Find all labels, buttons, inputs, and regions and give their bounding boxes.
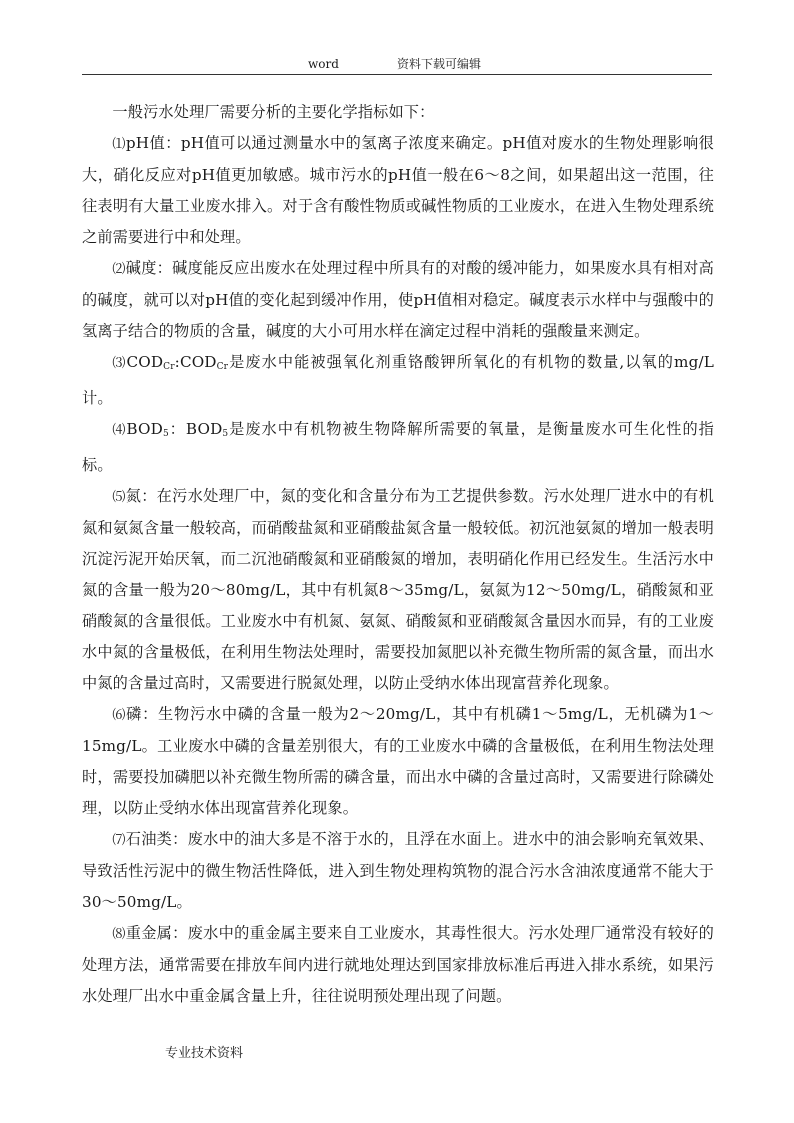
intro-paragraph: 一般污水处理厂需要分析的主要化学指标如下： xyxy=(112,103,435,121)
cod-mid: :COD xyxy=(174,353,217,371)
cod-subscript: Cr xyxy=(163,362,175,372)
bod-mid: ：BOD xyxy=(168,420,223,438)
paragraph-bod xyxy=(82,414,714,481)
bod-subscript-2: 5 xyxy=(222,429,229,439)
paragraph-text: 碱度：碱度能反应出废水在处理过程中所具有的对酸的缓冲能力，如果废水具有相对高的碱度，就可以对pH值的变化起到缓冲作用，使pH值相对稳定。碱度表示水样中与强酸中的氢离子结合的物质的含量，碱度的大小可用水样在滴定过程中消耗的强酸量来测定。 xyxy=(82,259,715,340)
bod-prefix: BOD xyxy=(126,420,163,438)
paragraph-text: 磷：生物污水中磷的含量一般为2～20mg/L，其中有机磷1～5mg/L，无机磷为1～15mg/L。工业废水中磷的含量差别很大，有的工业废水中磷的含量极低，在利用生物法处理时，需要投加磷肥以补充微生物所需的磷含量，而出水中磷的含量过高时，又需要进行除磷处理，以防止受纳水体出现富营养化现象。 xyxy=(82,705,714,817)
page-header xyxy=(82,54,712,75)
paragraph-alkalinity xyxy=(82,253,714,347)
item-marker: ⑸ xyxy=(112,490,126,505)
header-editable-label: 资料下载可编辑 xyxy=(397,57,482,71)
item-marker: ⑶ xyxy=(112,356,127,371)
cod-prefix: COD xyxy=(126,353,164,371)
paragraph-text: 重金属：废水中的重金属主要来自工业废水，其毒性很大。污水处理厂通常没有较好的处理方法，通常需要在排放车间内进行就地处理达到国家排放标准后再进入排水系统，如果污水处理厂出水中重金属含量上升，往往说明预处理出现了问题。 xyxy=(82,924,715,1005)
page-footer: 专业技术资料 xyxy=(165,1046,244,1061)
paragraph-phosphorus xyxy=(82,699,714,824)
item-marker: ⑹ xyxy=(112,708,127,723)
paragraph-text: 石油类：废水中的油大多是不溶于水的，且浮在水面上。进水中的油会影响充氧效果、导致活性污泥中的微生物活性降低，进入到生物处理构筑物的混合污水含油浓度通常不能大于30～50mg/L。 xyxy=(82,830,715,911)
paragraph-oil xyxy=(82,824,714,918)
paragraph-text: pH值：pH值可以通过测量水中的氢离子浓度来确定。pH值对废水的生物处理影响很大，硝化反应对pH值更加敏感。城市污水的pH值一般在6～8之间，如果超出这一范围，往往表明有大量工业废水排入。对于含有酸性物质或碱性物质的工业废水，在进入生物处理系统之前需要进行中和处理。 xyxy=(82,134,714,246)
paragraph-heavy-metals xyxy=(82,918,714,1012)
item-marker: ⑻ xyxy=(112,927,126,942)
paragraph-ph xyxy=(82,128,714,253)
paragraph-nitrogen xyxy=(82,481,714,699)
item-marker: ⑴ xyxy=(112,137,126,152)
header-word-label: word xyxy=(308,57,339,71)
paragraph-text: 是废水中能被强氧化剂重铬酸钾所氧化的有机物的数量,以氧的mg/L计。 xyxy=(82,353,714,407)
item-marker: ⑷ xyxy=(112,423,127,438)
cod-subscript-2: Cr xyxy=(216,362,229,372)
item-marker: ⑺ xyxy=(112,833,126,848)
document-body xyxy=(82,97,714,1012)
paragraph-text: 氮：在污水处理厂中，氮的变化和含量分布为工艺提供参数。污水处理厂进水中的有机氮和氨氮含量一般较高，而硝酸盐氮和亚硝酸盐氮含量一般较低。初沉池氨氮的增加一般表明沉淀污泥开始厌氧，而二沉池硝酸氮和亚硝酸氮的增加，表明硝化作用已经发生。生活污水中氮的含量一般为20～80mg/L，其中有机氮8～35mg/L，氨氮为12～50mg/L，硝酸氮和亚硝酸氮的含量很低。工业废水中有机氮、氨氮、硝酸氮和亚硝酸氮含量因水而异，有的工业废水中氮的含量极低，在利用生物法处理时，需要投加氮肥以补充微生物所需的氮含量，而出水中氮的含量过高时，又需要进行脱氮处理，以防止受纳水体出现富营养化现象。 xyxy=(82,487,715,692)
bod-subscript: 5 xyxy=(162,429,169,439)
item-marker: ⑵ xyxy=(112,262,126,277)
paragraph-cod xyxy=(82,347,714,414)
paragraph-text: 是废水中有机物被生物降解所需要的氧量，是衡量废水可生化性的指标。 xyxy=(82,420,715,474)
